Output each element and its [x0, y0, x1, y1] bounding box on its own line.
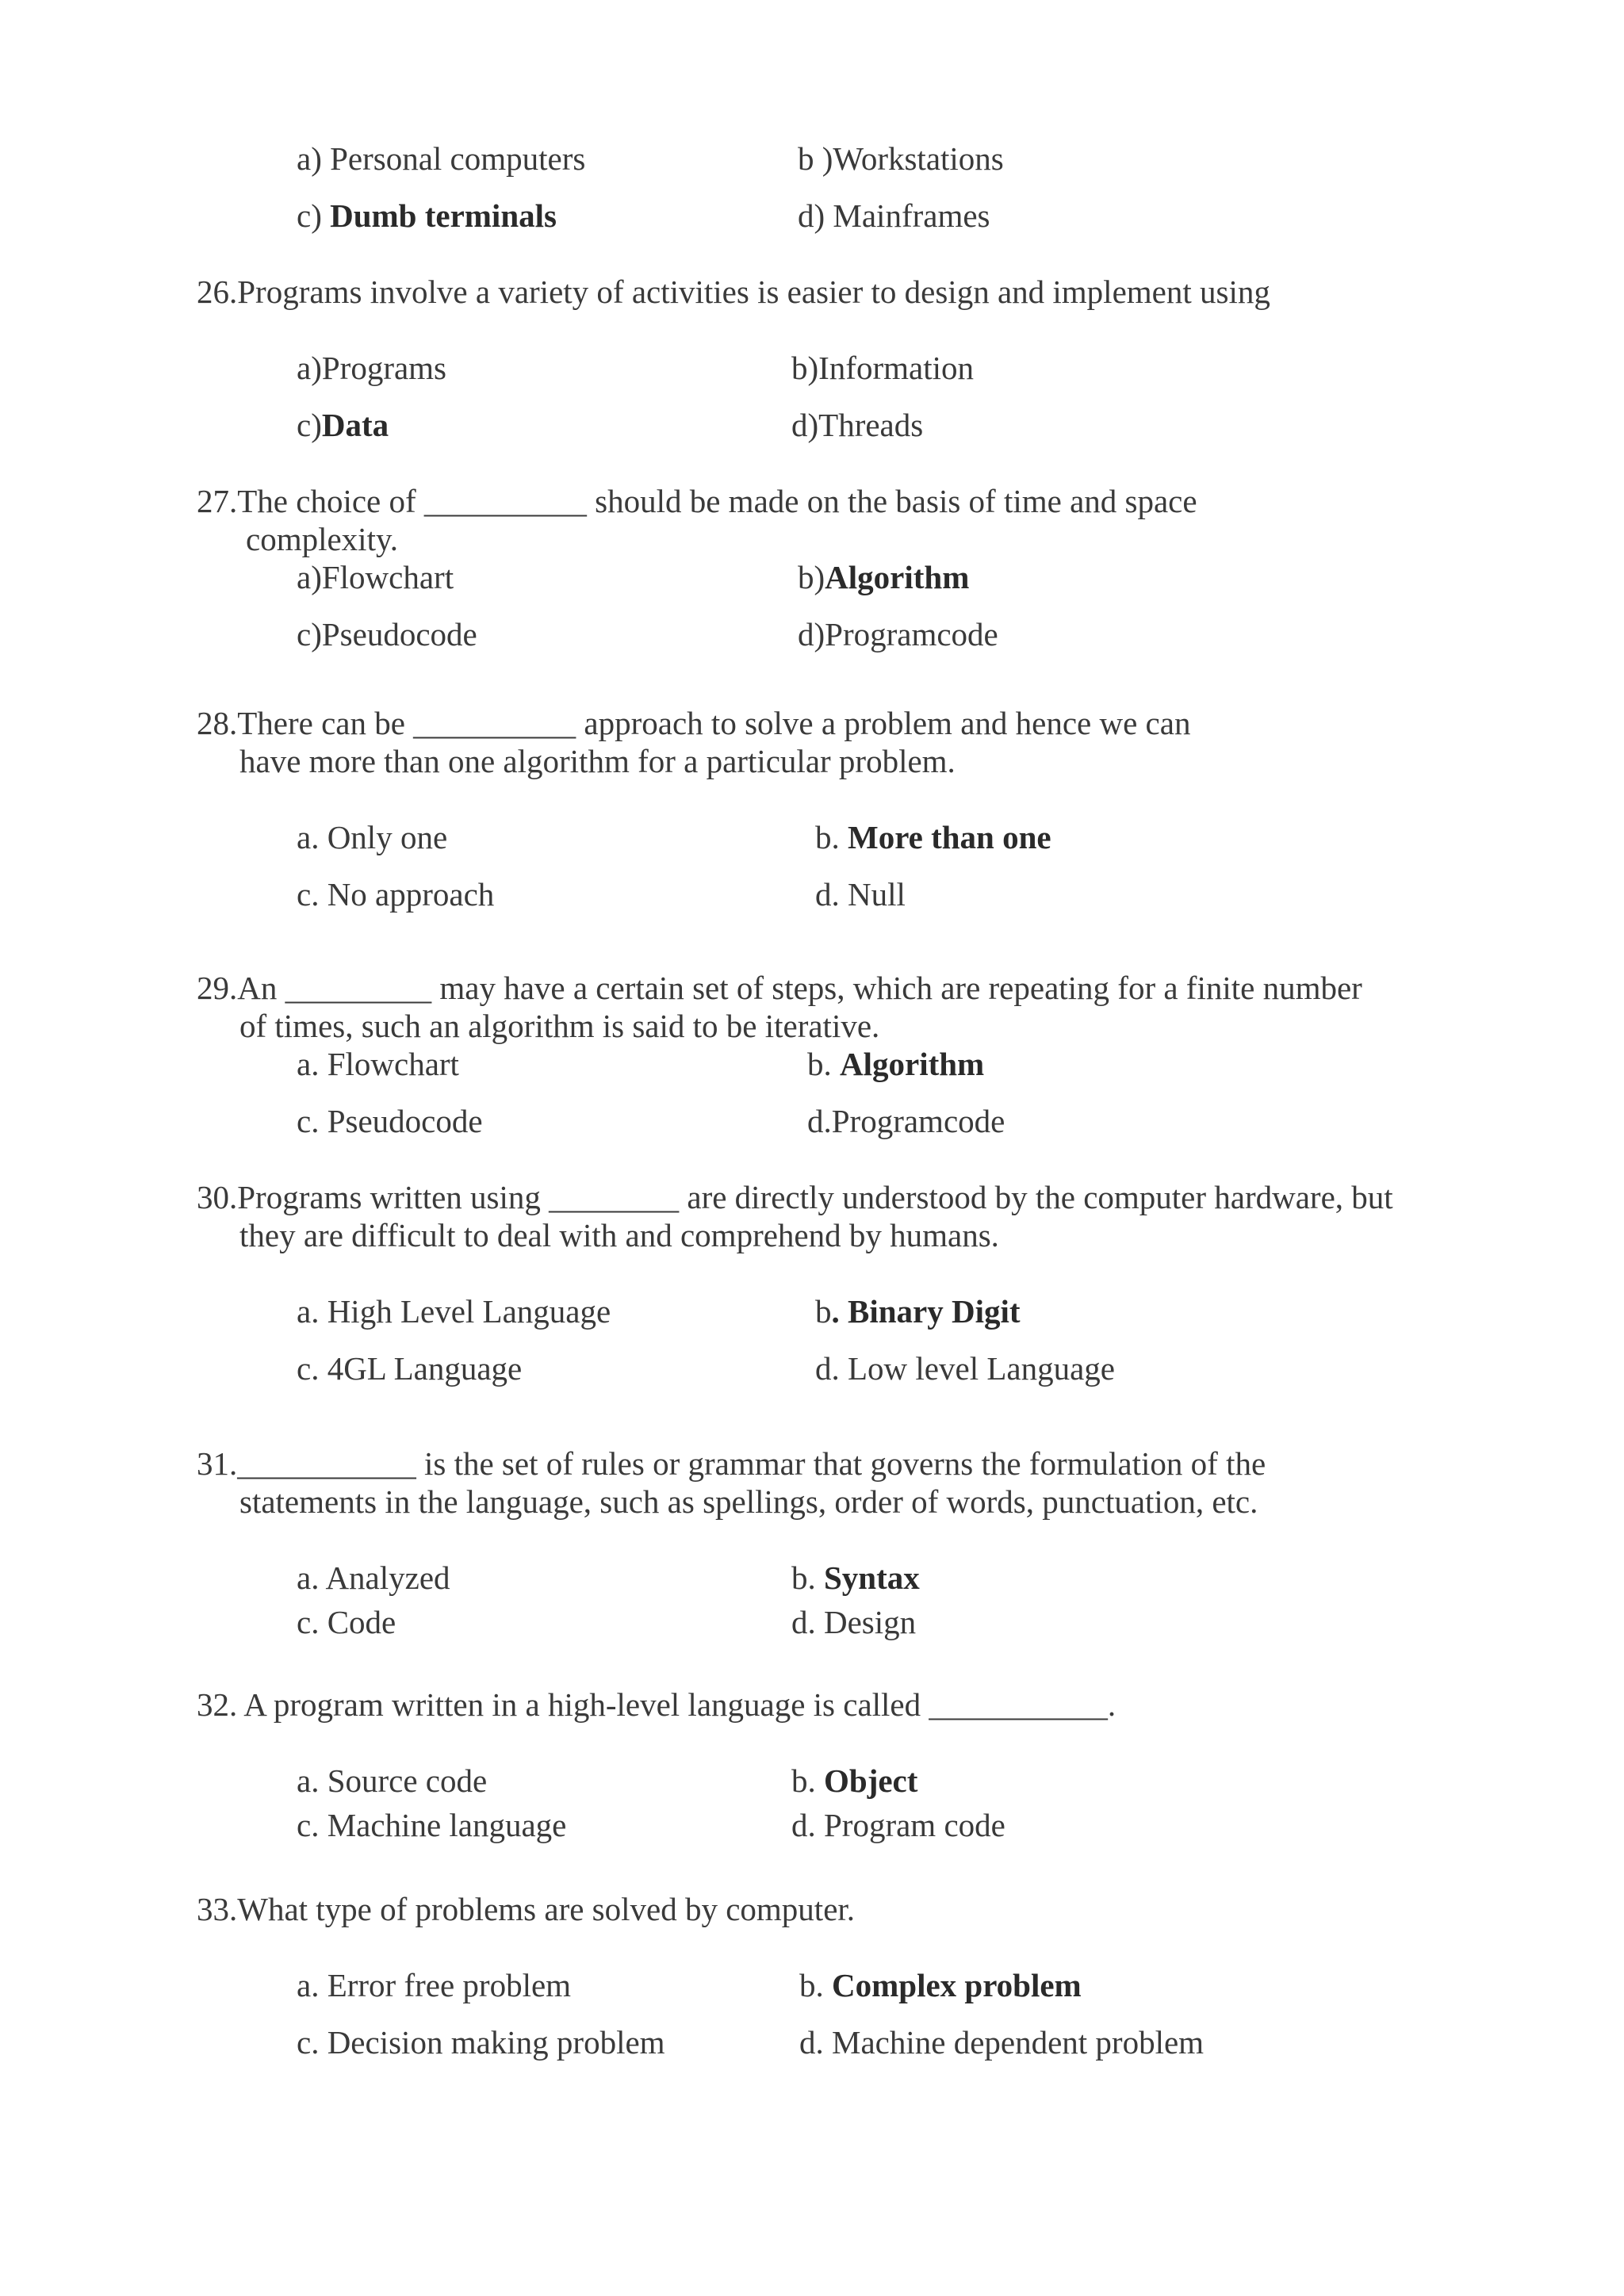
q26-option-d: d)Threads [791, 407, 924, 443]
q31-option-c: c. Code [297, 1604, 396, 1640]
q25-option-d: d) Mainframes [798, 197, 990, 234]
q33-option-a: a. Error free problem [297, 1967, 572, 2003]
q28-option-d: d. Null [815, 876, 906, 913]
q32-option-d: d. Program code [791, 1807, 1005, 1843]
q25-option-a: a) Personal computers [297, 140, 586, 177]
q29-option-b: b. Algorithm [807, 1046, 985, 1082]
q31-question-line2: statements in the language, such as spellings, order of words, punctuation, etc. [239, 1483, 1258, 1520]
q31-option-a: a. Analyzed [297, 1559, 450, 1596]
q27-option-b: b)Algorithm [798, 559, 970, 595]
q27-question-line1: 27.The choice of __________ should be made on the basis of time and space [197, 483, 1197, 519]
q33-option-c: c. Decision making problem [297, 2024, 665, 2061]
q33-question: 33.What type of problems are solved by computer. [197, 1891, 856, 1927]
q28-option-a: a. Only one [297, 819, 448, 855]
q33-option-b: b. Complex problem [799, 1967, 1082, 2003]
q28-question-line1: 28.There can be __________ approach to solve a problem and hence we can [197, 705, 1191, 741]
q26-option-a: a)Programs [297, 350, 447, 386]
q27-question-line2: complexity. [246, 521, 399, 557]
q31-option-b: b. Syntax [791, 1559, 920, 1596]
q26-option-c: c)Data [297, 407, 389, 443]
q32-option-c: c. Machine language [297, 1807, 567, 1843]
q29-option-c: c. Pseudocode [297, 1103, 483, 1139]
q32-question: 32. A program written in a high-level language is called ___________. [197, 1686, 1116, 1723]
q25-option-c: c) Dumb terminals [297, 197, 557, 234]
q27-option-c: c)Pseudocode [297, 616, 477, 652]
q26-question: 26.Programs involve a variety of activities is easier to design and implement using [197, 274, 1270, 310]
q30-option-d: d. Low level Language [815, 1350, 1115, 1387]
q30-question-line2: they are difficult to deal with and comprehend by humans. [239, 1217, 999, 1253]
q30-option-c: c. 4GL Language [297, 1350, 523, 1387]
q29-question-line2: of times, such an algorithm is said to be iterative. [239, 1008, 880, 1044]
q33-option-d: d. Machine dependent problem [799, 2024, 1205, 2061]
q32-option-a: a. Source code [297, 1762, 488, 1799]
q29-option-d: d.Programcode [807, 1103, 1005, 1139]
q26-option-b: b)Information [791, 350, 974, 386]
q29-question-line1: 29.An _________ may have a certain set of steps, which are repeating for a finite number [197, 970, 1362, 1006]
q30-option-a: a. High Level Language [297, 1293, 611, 1330]
q30-option-b: b. Binary Digit [815, 1293, 1021, 1330]
q28-option-b: b. More than one [815, 819, 1051, 855]
q31-option-d: d. Design [791, 1604, 917, 1640]
q31-question-line1: 31.___________ is the set of rules or grammar that governs the formulation of the [197, 1445, 1266, 1482]
q29-option-a: a. Flowchart [297, 1046, 459, 1082]
q32-option-b: b. Object [791, 1762, 918, 1799]
q25-option-b: b )Workstations [798, 140, 1004, 177]
q27-option-a: a)Flowchart [297, 559, 454, 595]
q28-option-c: c. No approach [297, 876, 495, 913]
q28-question-line2: have more than one algorithm for a particular problem. [239, 743, 956, 779]
q30-question-line1: 30.Programs written using ________ are directly understood by the computer hardware, but [197, 1179, 1393, 1215]
q27-option-d: d)Programcode [798, 616, 998, 652]
